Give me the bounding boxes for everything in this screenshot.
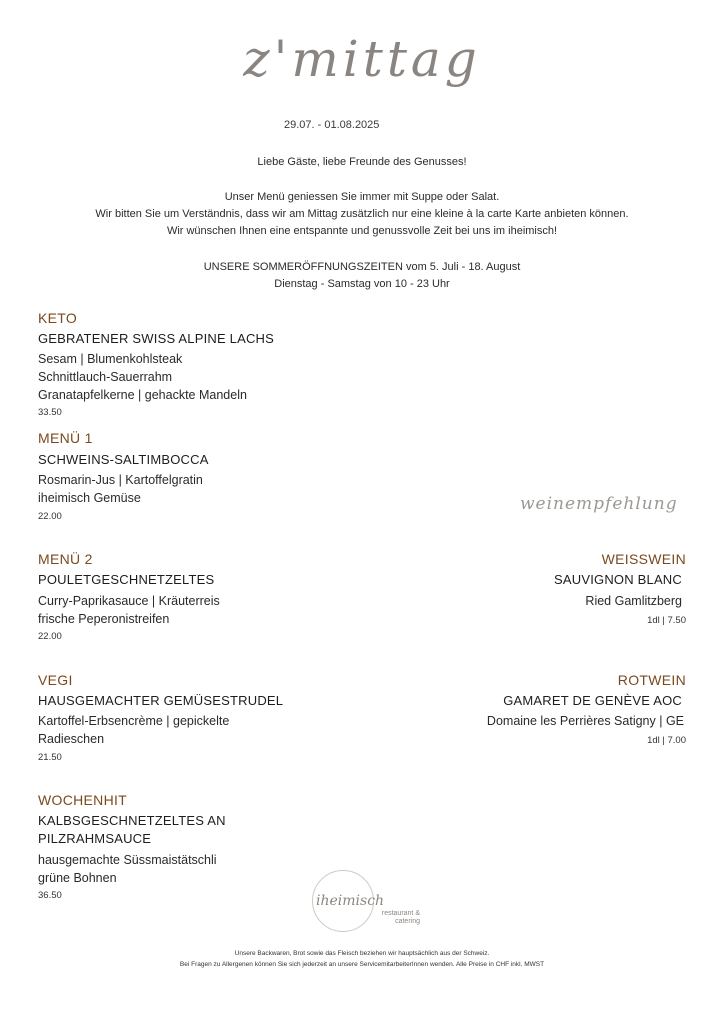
logo-subtitle-line-1: restaurant & (381, 910, 420, 917)
category-red-wine: ROTWEIN (617, 672, 686, 688)
dish-vegi-price: 21.50 (38, 752, 62, 763)
dish-wochenhit-desc-1: hausgemachte Süssmaistätschli (38, 853, 217, 867)
restaurant-logo (308, 866, 418, 936)
dish-keto-price: 33.50 (38, 407, 62, 418)
logo-subtitle (378, 910, 420, 926)
intro-line-3: Wir wünschen Ihnen eine entspannte und genussvolle Zeit bei uns im iheimisch! (166, 225, 558, 237)
dish-menu-1-desc-1: Rosmarin-Jus | Kartoffelgratin (38, 473, 203, 487)
red-wine-producer: Domaine les Perrières Satigny | GE (486, 714, 684, 728)
white-wine-name: SAUVIGNON BLANC (554, 572, 682, 587)
dish-vegi: HAUSGEMACHTER GEMÜSESTRUDEL (38, 693, 284, 708)
dish-keto: GEBRATENER SWISS ALPINE LACHS (38, 331, 275, 346)
category-menu-1: MENÜ 1 (38, 430, 93, 446)
dish-menu-1: SCHWEINS-SALTIMBOCCA (38, 452, 209, 467)
category-white-wine: WEISSWEIN (601, 551, 686, 567)
logo-subtitle-line-2: catering (395, 918, 420, 925)
intro-line-2: Wir bitten Sie um Verständnis, dass wir am Mittag zusätzlich nur eine kleine à la carte Karte anbieten können. (95, 208, 629, 220)
dish-wochenhit-desc-2: grüne Bohnen (38, 871, 117, 885)
white-wine-price: 1dl | 7.50 (647, 615, 686, 626)
white-wine-producer: Ried Gamlitzberg (585, 594, 682, 608)
footer-line-2: Bei Fragen zu Allergenen können Sie sich jederzeit an unsere ServicemitarbeiterInnen wenden. Alle Preise in CHF inkl. MWST (179, 961, 545, 968)
dish-vegi-desc-2: Radieschen (38, 732, 105, 746)
category-menu-2: MENÜ 2 (38, 551, 93, 567)
red-wine-price: 1dl | 7.00 (647, 735, 686, 746)
intro-line-1: Unser Menü geniessen Sie immer mit Suppe oder Salat. (224, 191, 500, 203)
dish-wochenhit-price: 36.50 (38, 890, 62, 901)
date-range: 29.07. - 01.08.2025 (284, 119, 380, 131)
dish-menu-1-price: 22.00 (38, 511, 62, 522)
category-vegi: VEGI (38, 672, 73, 688)
greeting: Liebe Gäste, liebe Freunde des Genusses! (257, 156, 467, 168)
dish-menu-2: POULETGESCHNETZELTES (38, 572, 215, 587)
dish-keto-desc-2: Schnittlauch-Sauerrahm (38, 370, 173, 384)
dish-keto-desc-3: Granatapfelkerne | gehackte Mandeln (38, 388, 247, 402)
dish-keto-desc-1: Sesam | Blumenkohlsteak (38, 352, 183, 366)
footer-line-1: Unsere Backwaren, Brot sowie das Fleisch beziehen wir hauptsächlich aus der Schweiz. (234, 950, 490, 957)
opening-hours-days: Dienstag - Samstag von 10 - 23 Uhr (274, 278, 450, 290)
logo-name: iheimisch (316, 893, 385, 909)
dish-menu-2-price: 22.00 (38, 631, 62, 642)
dish-menu-2-desc-2: frische Peperonistreifen (38, 612, 170, 626)
category-wochenhit: WOCHENHIT (38, 792, 128, 808)
dish-wochenhit-line-1: KALBSGESCHNETZELTES AN (38, 813, 226, 828)
dish-wochenhit-line-2: PILZRAHMSAUCE (38, 831, 152, 846)
category-keto: KETO (38, 310, 78, 326)
red-wine-name: GAMARET DE GENÈVE AOC (503, 693, 682, 708)
dish-menu-1-desc-2: iheimisch Gemüse (38, 491, 141, 505)
page-title: z'mittag (243, 30, 481, 88)
wine-recommendation-title: weinempfehlung (520, 494, 678, 514)
dish-vegi-desc-1: Kartoffel-Erbsencrème | gepickelte (38, 714, 230, 728)
dish-menu-2-desc-1: Curry-Paprikasauce | Kräuterreis (38, 594, 220, 608)
opening-hours-title: UNSERE SOMMERÖFFNUNGSZEITEN vom 5. Juli - 18. August (203, 261, 521, 273)
